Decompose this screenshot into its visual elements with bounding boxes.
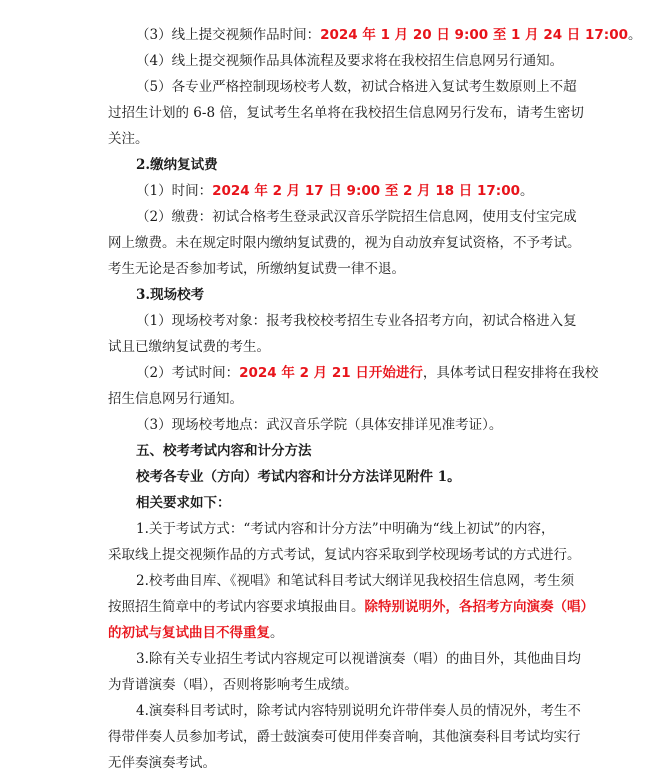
text-line: 4.演奏科目考试时，除考试内容特别说明允许带伴奏人员的情况外，考生不 <box>136 703 581 719</box>
text-line: 的初试与复试曲目不得重复。 <box>108 625 284 641</box>
text-line: 无伴奏演奏考试。 <box>108 755 216 771</box>
text-line: 得带伴奏人员参加考试，爵士鼓演奏可使用伴奏音响，其他演奏科目考试均实行 <box>108 729 581 745</box>
text-line: （1）时间：2024 年 2 月 17 日 9:00 至 2 月 18 日 17:00。 <box>136 183 534 199</box>
text-line: 采取线上提交视频作品的方式考试，复试内容采取到学校现场考试的方式进行。 <box>108 547 581 563</box>
text-line: 试且已缴纳复试费的考生。 <box>108 339 270 355</box>
text-line: 1.关于考试方式：“考试内容和计分方法”中明确为“线上初试”的内容， <box>136 521 555 537</box>
text-line: 关注。 <box>108 131 149 147</box>
text-line: 2.校考曲目库、《视唱》和笔试科目考试大纲详见我校招生信息网，考生须 <box>136 573 575 589</box>
text-line: （4）线上提交视频作品具体流程及要求将在我校招生信息网另行通知。 <box>136 53 564 69</box>
text-line: 为背谱演奏（唱），否则将影响考生成绩。 <box>108 677 358 693</box>
text-line: 过招生计划的 6-8 倍，复试考生名单将在我校招生信息网另行发布，请考生密切 <box>108 105 584 121</box>
text-line: 考生无论是否参加考试，所缴纳复试费一律不退。 <box>108 261 405 277</box>
section-heading: 五、校考考试内容和计分方法 <box>136 443 312 459</box>
section-heading: 3.现场校考 <box>136 287 205 303</box>
text-line: 按照招生简章中的考试内容要求填报曲目。除特别说明外，各招考方向演奏（唱） <box>108 599 594 615</box>
text-line: （3）现场校考地点：武汉音乐学院（具体安排详见准考证）。 <box>136 417 503 433</box>
section-heading: 相关要求如下： <box>136 495 231 511</box>
text-line: 招生信息网另行通知。 <box>108 391 243 407</box>
text-line: 网上缴费。未在规定时限内缴纳复试费的，视为自动放弃复试资格，不予考试。 <box>108 235 581 251</box>
text-line: （1）现场校考对象：报考我校校考招生专业各招考方向，初试合格进入复 <box>136 313 577 329</box>
section-heading: 校考各专业（方向）考试内容和计分方法详见附件 1。 <box>136 469 461 485</box>
text-line: （3）线上提交视频作品时间：2024 年 1 月 20 日 9:00 至 1 月 24 日 17:00。 <box>136 27 642 43</box>
text-line: （5）各专业严格控制现场校考人数，初试合格进入复试考生数原则上不超 <box>136 79 577 95</box>
text-line: 3.除有关专业招生考试内容规定可以视谱演奏（唱）的曲目外，其他曲目均 <box>136 651 581 667</box>
section-heading: 2.缴纳复试费 <box>136 157 218 173</box>
text-line: （2）考试时间：2024 年 2 月 21 日开始进行，具体考试日程安排将在我校 <box>136 365 599 381</box>
text-line: （2）缴费：初试合格考生登录武汉音乐学院招生信息网，使用支付宝完成 <box>136 209 577 225</box>
